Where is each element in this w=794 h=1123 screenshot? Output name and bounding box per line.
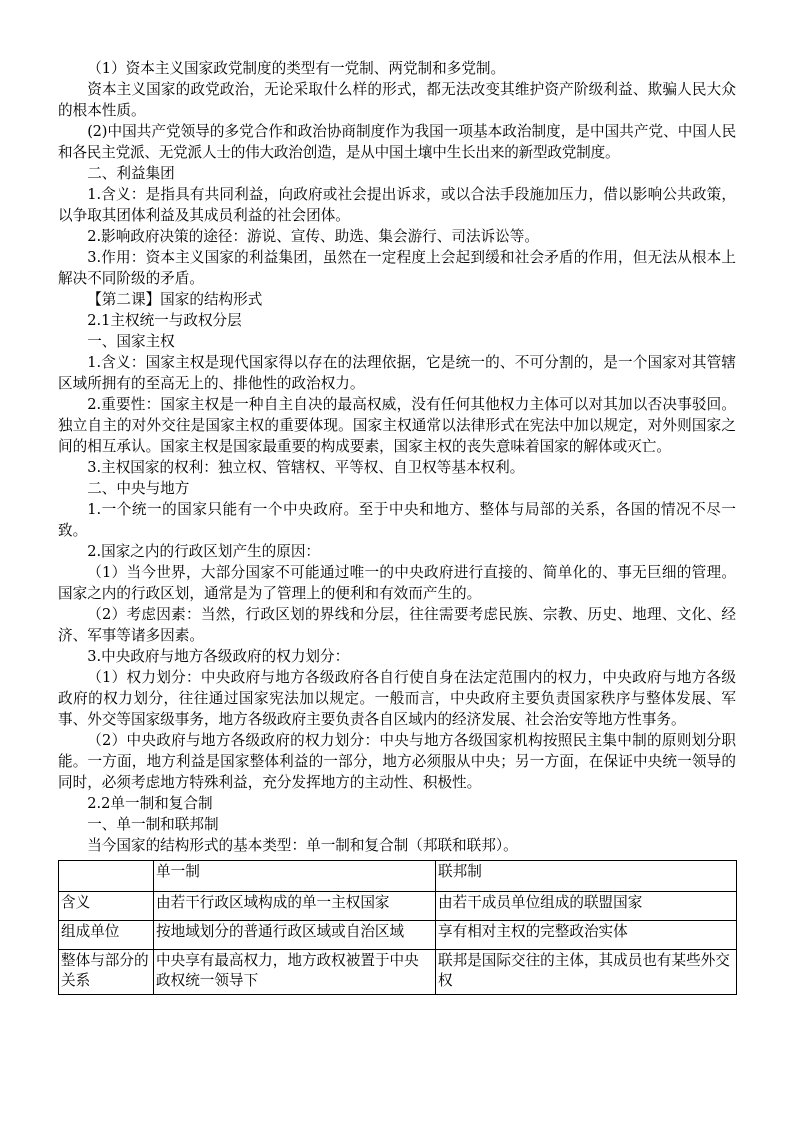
- table-cell: 整体与部分的关系: [59, 950, 154, 995]
- table-row: [59, 950, 737, 995]
- section-heading: 一、单一制和联邦制: [87, 816, 219, 833]
- paragraph: （1）当今世界，大部分国家不可能通过唯一的中央政府进行直接的、简单化的、事无巨细的管理。国家之内的行政区划，通常是为了管理上的便利和有效而产生的。: [58, 564, 736, 602]
- paragraph: 2.国家之内的行政区划产生的原因：: [87, 543, 321, 560]
- paragraph: (2)中国共产党领导的多党合作和政治协商制度作为我国一项基本政治制度，是中国共产党、中国人民和各民主党派、无党派人士的伟大政治创造，是从中国土壤中生长出来的新型政党制度。: [58, 123, 736, 161]
- table-cell: 中央享有最高权力，地方政权被置于中央政权统一领导下: [154, 950, 436, 995]
- table-cell: 由若干成员单位组成的联盟国家: [436, 892, 737, 921]
- section-heading: 二、利益集团: [87, 165, 175, 182]
- section-heading: 二、中央与地方: [87, 480, 190, 497]
- table-cell: 组成单位: [59, 921, 154, 950]
- paragraph: 当今国家的结构形式的基本类型：单一制和复合制（邦联和联邦）。: [87, 837, 518, 854]
- paragraph: 2.影响政府决策的途径：游说、宣传、助选、集会游行、司法诉讼等。: [87, 228, 539, 245]
- paragraph: 2.重要性：国家主权是一种自主自决的最高权威，没有任何其他权力主体可以对其加以否决事驳回。独立自主的对外交往是国家主权的重要体现。国家主权通常以法律形式在宪法中加以规定，对外则国家之间的相互承认。国家主权是国家最重要的构成要素，国家主权的丧失意味着国家的解体或灭亡。: [58, 396, 736, 455]
- paragraph: 1.含义：是指具有共同利益，向政府或社会提出诉求，或以合法手段施加压力，借以影响公共政策，以争取其团体利益及其成员利益的社会团体。: [58, 186, 736, 224]
- subsection-heading: 2.1主权统一与政权分层: [87, 312, 242, 329]
- table-row: [59, 921, 737, 950]
- table-cell: 由若干行政区域构成的单一主权国家: [154, 892, 436, 921]
- comparison-table: [58, 860, 737, 995]
- paragraph: 1.含义：国家主权是现代国家得以存在的法理依据，它是统一的、不可分割的，是一个国家对其管辖区域所拥有的至高无上的、排他性的政治权力。: [58, 354, 736, 392]
- paragraph: （1）资本主义国家政党制度的类型有一党制、两党制和多党制。: [87, 60, 506, 77]
- lesson-heading: 【第二课】国家的结构形式: [87, 291, 263, 308]
- table-cell: 享有相对主权的完整政治实体: [436, 921, 737, 950]
- subsection-heading: 2.2单一制和复合制: [87, 795, 213, 812]
- paragraph: 3.中央政府与地方各级政府的权力划分：: [87, 648, 350, 665]
- table-header-cell: [59, 861, 154, 892]
- table-header-cell: 单一制: [154, 861, 436, 892]
- table-header-cell: 联邦制: [436, 861, 737, 892]
- paragraph: （2）中央政府与地方各级政府的权力划分：中央与地方各级国家机构按照民主集中制的原则划分职能。一方面，地方利益是国家整体利益的一部分，地方必须服从中央；另一方面，在保证中央统一领导的同时，必须考虑地方特殊利益，充分发挥地方的主动性、积极性。: [58, 732, 736, 791]
- paragraph: 3.作用：资本主义国家的利益集团，虽然在一定程度上会起到缓和社会矛盾的作用，但无法从根本上解决不同阶级的矛盾。: [58, 249, 736, 287]
- paragraph: 3.主权国家的权利：独立权、管辖权、平等权、自卫权等基本权利。: [87, 459, 525, 476]
- paragraph: （1）权力划分：中央政府与地方各级政府各自行使自身在法定范围内的权力，中央政府与地方各级政府的权力划分，往往通过国家宪法加以规定。一般而言，中央政府主要负责国家秩序与整体发展、军事、外交等国家级事务，地方各级政府主要负责各自区域内的经济发展、社会治安等地方性事务。: [58, 669, 736, 728]
- paragraph: （2）考虑因素：当然，行政区划的界线和分层，往往需要考虑民族、宗教、历史、地理、文化、经济、军事等诸多因素。: [58, 606, 736, 644]
- table-cell: 含义: [59, 892, 154, 921]
- paragraph: 1.一个统一的国家只能有一个中央政府。至于中央和地方、整体与局部的关系，各国的情况不尽一致。: [58, 501, 736, 539]
- section-heading: 一、国家主权: [87, 333, 175, 350]
- table-cell: 按地域划分的普通行政区域或自治区域: [154, 921, 436, 950]
- table-row: [59, 892, 737, 921]
- document-page: [58, 58, 736, 995]
- table-header-row: [59, 861, 737, 892]
- paragraph: 资本主义国家的政党政治，无论采取什么样的形式，都无法改变其维护资产阶级利益、欺骗人民大众的根本性质。: [58, 81, 736, 119]
- table-cell: 联邦是国际交往的主体，其成员也有某些外交权: [436, 950, 737, 995]
